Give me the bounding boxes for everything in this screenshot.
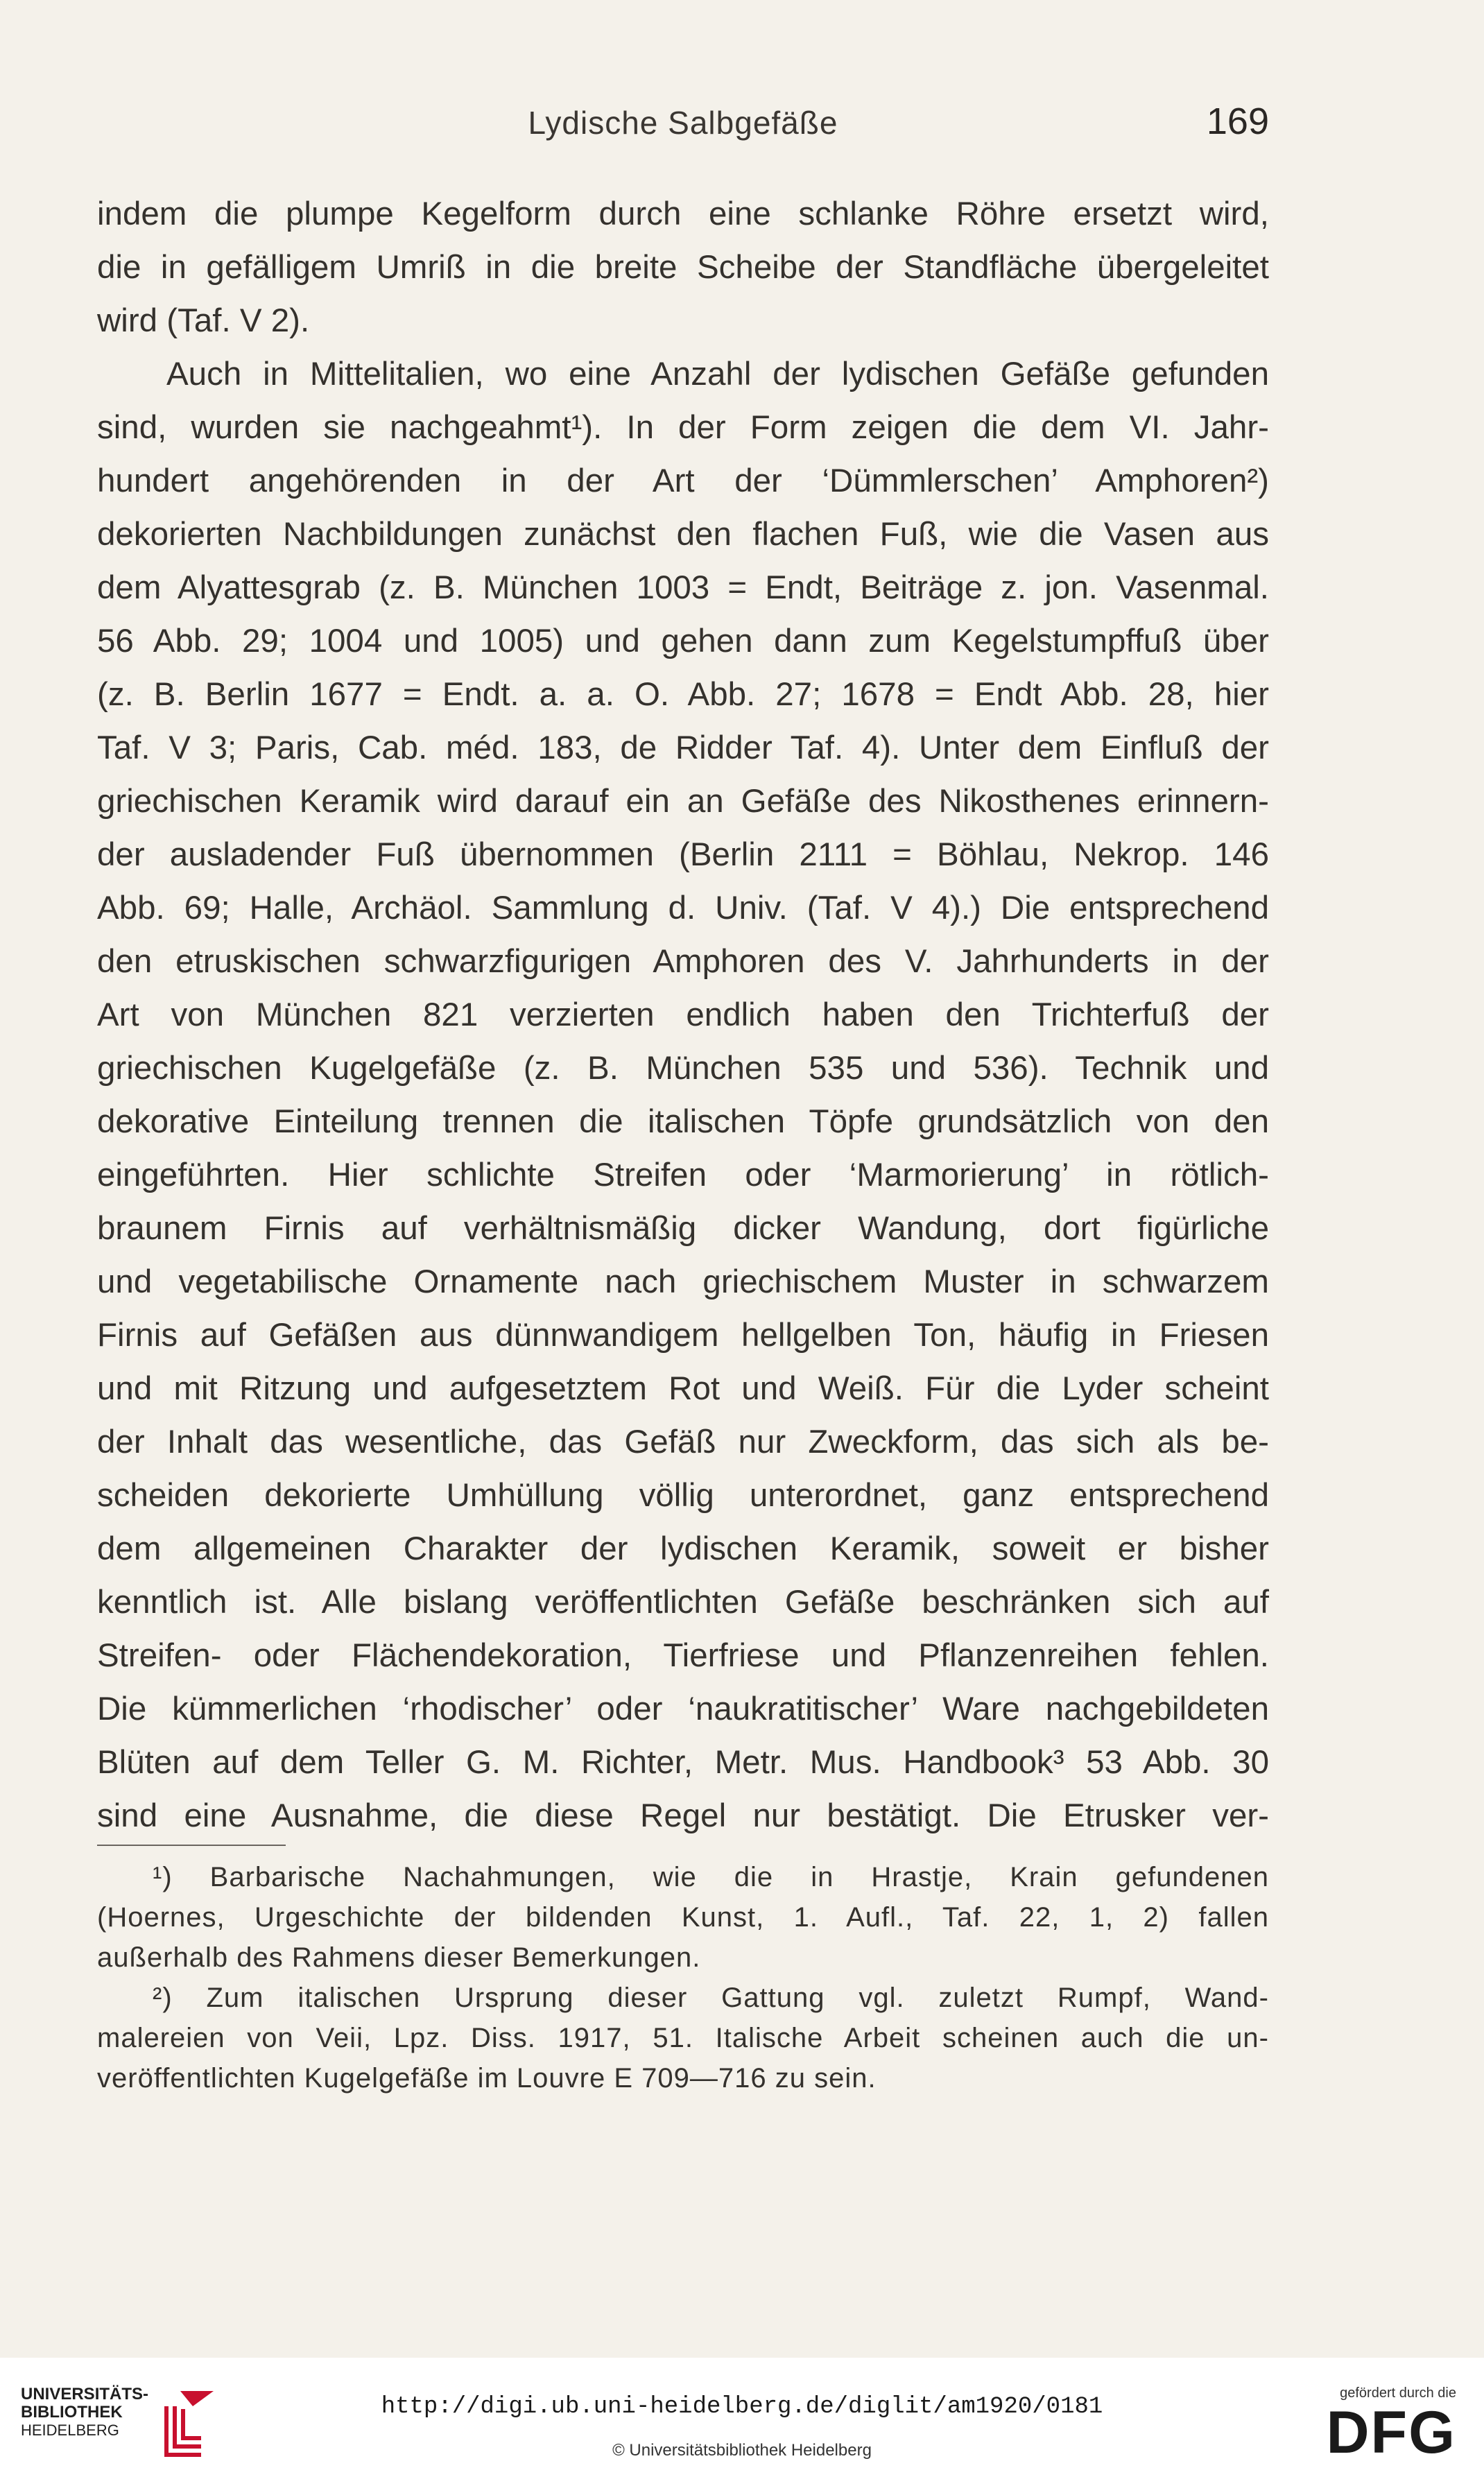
library-name-line-2: BIBLIOTHEK [21, 2403, 123, 2422]
text-line: Taf. V 3; Paris, Cab. méd. 183, de Ridder Taf. 4). Unter dem Einfluß der [97, 730, 1269, 766]
text-line: eingeführten. Hier schlichte Streifen oder ‘Marmorierung’ in rötlich- [97, 1157, 1269, 1193]
text-line: die in gefälligem Umriß in die breite Scheibe der Standfläche übergeleitet [97, 249, 1269, 286]
dfg-logo[interactable] [1297, 2385, 1456, 2469]
footnote-line: (Hoernes, Urgeschichte der bildenden Kunst, 1. Aufl., Taf. 22, 1, 2) fallen [97, 1902, 1269, 1933]
funder-caption: gefördert durch die [1340, 2385, 1456, 2401]
text-line: kenntlich ist. Alle bislang veröffentlichten Gefäße beschränken sich auf [97, 1584, 1269, 1621]
page-header [97, 101, 1269, 159]
permalink[interactable]: http://digi.ub.uni-heidelberg.de/diglit/am1920/0181 [381, 2394, 1103, 2420]
text-line: braunem Firnis auf verhältnismäßig dicker Wandung, dort figürliche [97, 1210, 1269, 1247]
text-line: den etruskischen schwarzfigurigen Amphoren des V. Jahrhunderts in der [97, 943, 1269, 980]
text-line: Abb. 69; Halle, Archäol. Sammlung d. Univ. (Taf. V 4).) Die entsprechend [97, 890, 1269, 926]
text-line: 56 Abb. 29; 1004 und 1005) und gehen dann zum Kegelstumpffuß über [97, 623, 1269, 659]
main-text [97, 187, 1269, 1842]
text-line: dekorierten Nachbildungen zunächst den flachen Fuß, wie die Vasen aus [97, 516, 1269, 553]
text-line: Die kümmerlichen ‘rhodischer’ oder ‘naukratitischer’ Ware nachgebildeten [97, 1691, 1269, 1727]
footnotes [97, 1857, 1269, 2098]
page-number: 169 [1206, 101, 1269, 142]
text-line: wird (Taf. V 2). [97, 302, 310, 339]
text-line: dekorative Einteilung trennen die italischen Töpfe grundsätzlich von den [97, 1103, 1269, 1140]
footnote-rule [97, 1845, 286, 1846]
text-line: und vegetabilische Ornamente nach griechischem Muster in schwarzem [97, 1263, 1269, 1300]
text-line: griechischen Keramik wird darauf ein an Gefäße des Nikosthenes erinnern- [97, 783, 1269, 820]
text-line: Firnis auf Gefäßen aus dünnwandigem hellgelben Ton, häufig in Friesen [97, 1317, 1269, 1354]
text-line: sind, wurden sie nachgeahmt¹). In der Form zeigen die dem VI. Jahr- [97, 409, 1269, 446]
text-line: dem Alyattesgrab (z. B. München 1003 = Endt, Beiträge z. jon. Vasenmal. [97, 569, 1269, 606]
running-title: Lydische Salbgefäße [528, 105, 838, 141]
footnote-line: ²) Zum italischen Ursprung dieser Gattung vgl. zuletzt Rumpf, Wand- [153, 1983, 1269, 2013]
text-line: der ausladender Fuß übernommen (Berlin 2111 = Böhlau, Nekrop. 146 [97, 836, 1269, 873]
digitization-footer [0, 2358, 1484, 2486]
library-name-line-1: UNIVERSITÄTS- [21, 2385, 149, 2403]
library-name-line-3: HEIDELBERG [21, 2422, 119, 2439]
text-line: Auch in Mittelitalien, wo eine Anzahl der lydischen Gefäße gefunden [166, 356, 1269, 392]
text-line: Streifen- oder Flächendekoration, Tierfriese und Pflanzenreihen fehlen. [97, 1637, 1269, 1674]
footnote-line: ¹) Barbarische Nachahmungen, wie die in Hrastje, Krain gefundenen [153, 1862, 1269, 1892]
text-line: indem die plumpe Kegelform durch eine schlanke Röhre ersetzt wird, [97, 196, 1269, 232]
text-line: und mit Ritzung und aufgesetztem Rot und Weiß. Für die Lyder scheint [97, 1370, 1269, 1407]
text-line: dem allgemeinen Charakter der lydischen Keramik, soweit er bisher [97, 1530, 1269, 1567]
footnote-line: veröffentlichten Kugelgefäße im Louvre E 709—716 zu sein. [97, 2063, 877, 2094]
funder-name: DFG [1326, 2399, 1456, 2466]
text-line: Art von München 821 verzierten endlich haben den Trichterfuß der [97, 996, 1269, 1033]
footnote-line: außerhalb des Rahmens dieser Bemerkungen. [97, 1942, 701, 1973]
copyright-notice: © Universitätsbibliothek Heidelberg [612, 2441, 872, 2460]
text-line: hundert angehörenden in der Art der ‘Dümmlerschen’ Amphoren²) [97, 463, 1269, 499]
text-line: der Inhalt das wesentliche, das Gefäß nur Zweckform, das sich als be- [97, 1424, 1269, 1460]
text-line: griechischen Kugelgefäße (z. B. München 535 und 536). Technik und [97, 1050, 1269, 1087]
footnote-line: malereien von Veii, Lpz. Diss. 1917, 51. Italische Arbeit scheinen auch die un- [97, 2023, 1269, 2053]
text-line: (z. B. Berlin 1677 = Endt. a. a. O. Abb. 27; 1678 = Endt Abb. 28, hier [97, 676, 1269, 713]
text-line: sind eine Ausnahme, die diese Regel nur bestätigt. Die Etrusker ver- [97, 1797, 1269, 1834]
text-line: Blüten auf dem Teller G. M. Richter, Metr. Mus. Handbook³ 53 Abb. 30 [97, 1744, 1269, 1781]
text-line: scheiden dekorierte Umhüllung völlig unterordnet, ganz entsprechend [97, 1477, 1269, 1514]
